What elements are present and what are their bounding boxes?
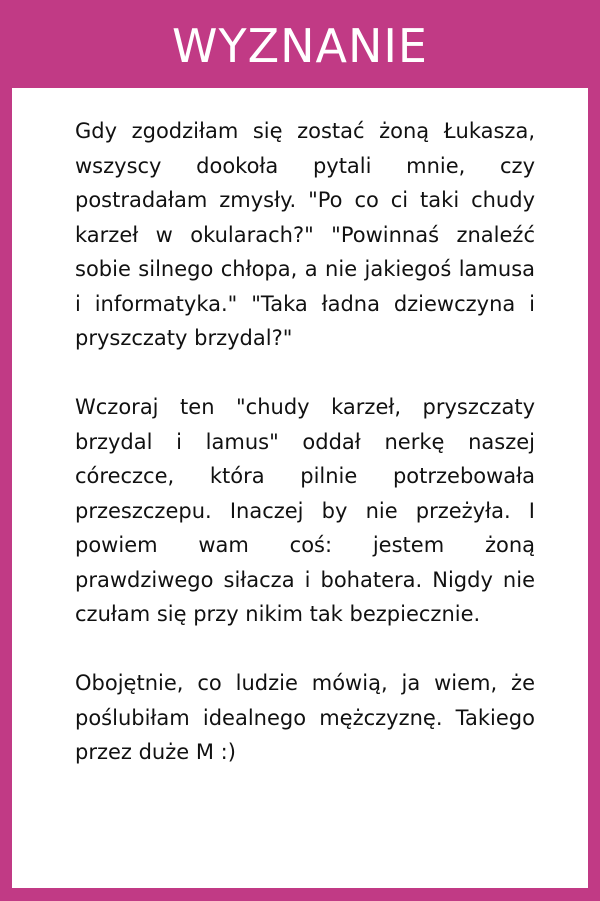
story-card [12, 88, 588, 888]
header-bar [0, 0, 600, 88]
story-paragraph-1: Gdy zgodziłam się zostać żoną Łukasza, wszyscy dookoła pytali mnie, czy postradałam zmysły. "Po co ci taki chudy karzeł w okularach?" "Powinnaś znaleźć sobie silnego chłopa, a nie jakiegoś lamusa i informatyka." "Taka ładna dziewczyna i pryszczaty brzydal?" [75, 119, 535, 350]
story-body [75, 114, 535, 770]
story-paragraph-3: Obojętnie, co ludzie mówią, ja wiem, że poślubiłam idealnego mężczyznę. Takiego przez duże M :) [75, 671, 535, 764]
story-paragraph-2: Wczoraj ten "chudy karzeł, pryszczaty brzydal i lamus" oddał nerkę naszej córeczce, która pilnie potrzebowała przeszczepu. Inaczej by nie przeżyła. I powiem wam coś: jestem żoną prawdziwego siłacza i bohatera. Nigdy nie czułam się przy nikim tak bezpiecznie. [75, 395, 535, 626]
page-title: WYZNANIE [171, 19, 428, 73]
